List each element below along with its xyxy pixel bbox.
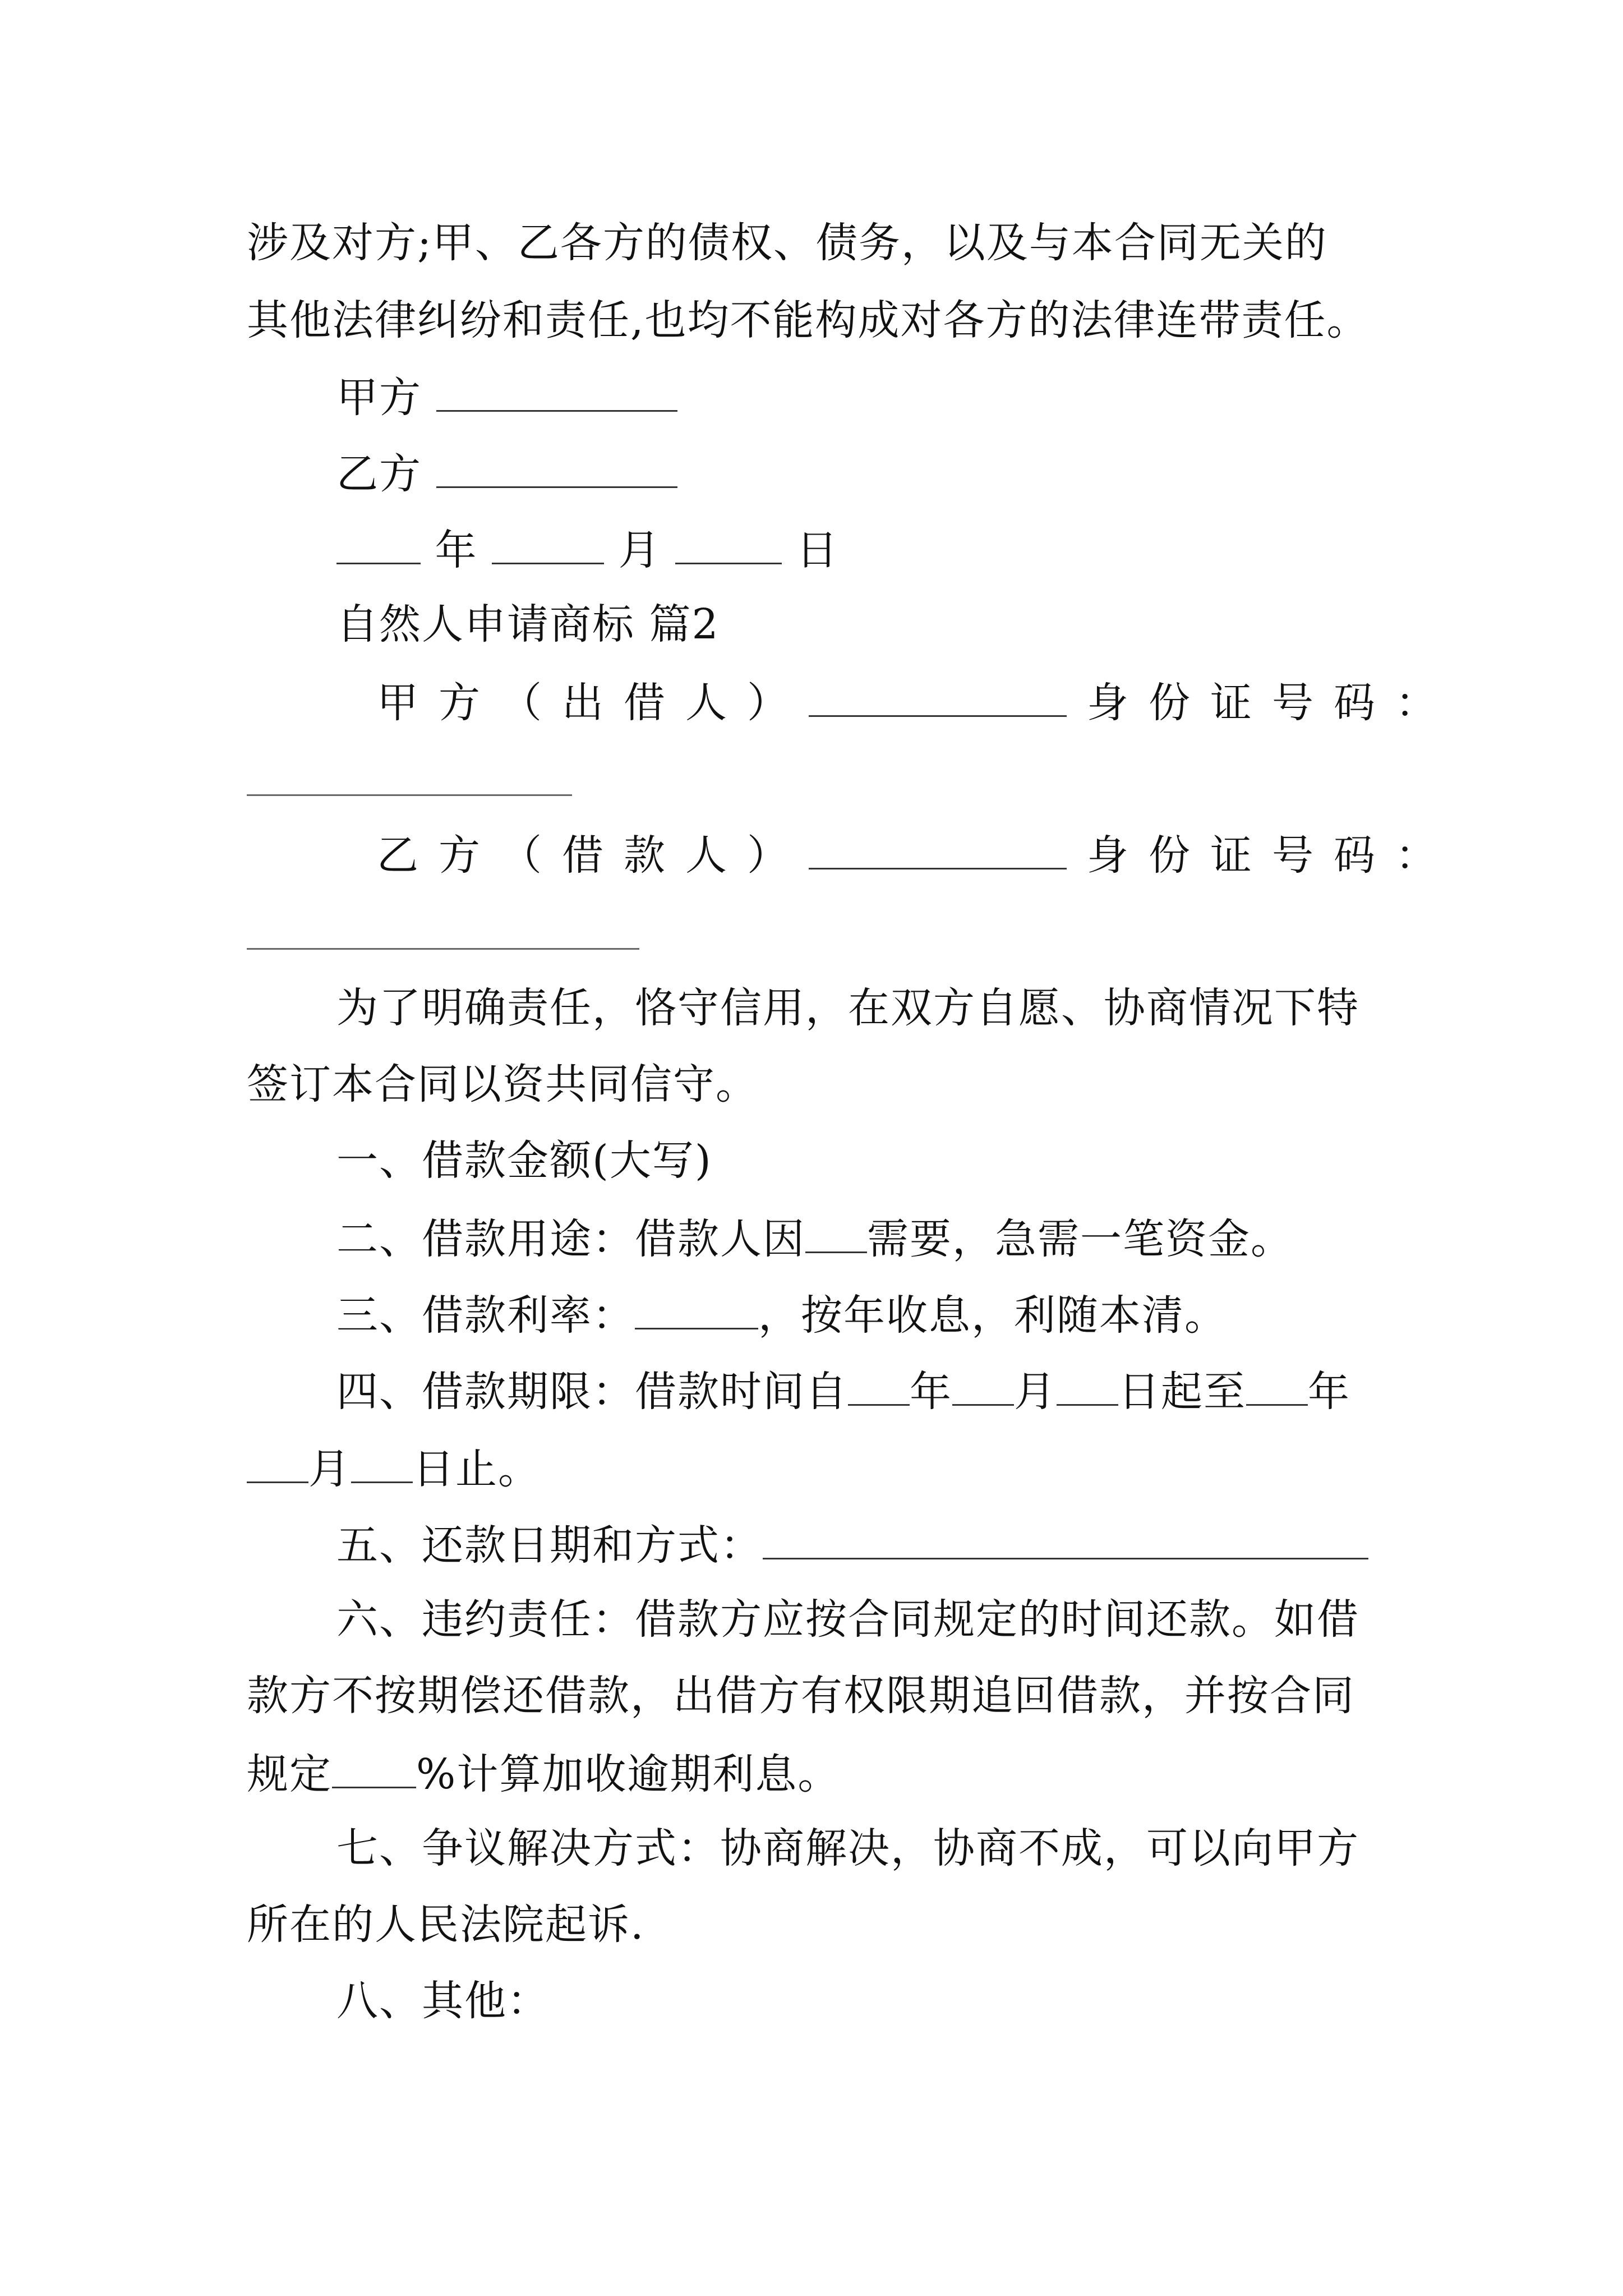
label: 身份证号码： — [1087, 678, 1457, 727]
clause-7-cont: 所在的人民法院起诉. — [247, 1901, 645, 1949]
party-a-line — [377, 678, 1457, 727]
blank-field — [635, 1292, 758, 1329]
clause-6-cont: 款方不按期偿还借款，出借方有权限期追回借款，并按合同 — [247, 1672, 1355, 1720]
section-heading: 自然人申请商标 篇2 — [336, 600, 720, 648]
label: 二、借款用途：借款人因 — [336, 1214, 805, 1263]
label: 乙方 — [336, 449, 436, 498]
label: 年 — [421, 526, 492, 574]
clause-4-cont — [247, 1444, 541, 1493]
blank-field — [351, 1446, 413, 1483]
blank-field — [809, 680, 1067, 717]
label: 日 — [782, 526, 839, 574]
label: %计算加收逾期利息。 — [416, 1750, 841, 1798]
label: 日起至 — [1118, 1367, 1246, 1416]
blank-field — [763, 1522, 1368, 1559]
label: 规定 — [247, 1750, 332, 1798]
label: 月 — [308, 1444, 351, 1493]
blank-field — [1057, 1369, 1118, 1406]
label: 需要，急需一笔资金。 — [867, 1214, 1293, 1263]
label: 甲方（出借人） — [377, 678, 809, 727]
text-line: 涉及对方;甲、乙各方的债权、债务，以及与本合同无关的 — [247, 219, 1327, 267]
label: 年 — [1308, 1367, 1350, 1416]
blank-field — [1246, 1369, 1308, 1406]
text-line: 其他法律纠纷和责任,也均不能构成对各方的法律连带责任。 — [247, 296, 1370, 344]
blank-field — [675, 527, 782, 564]
label: 乙方（借款人） — [377, 831, 809, 880]
paragraph-line: 为了明确责任，恪守信用，在双方自愿、协商情况下特 — [336, 984, 1359, 1032]
label: 三、借款利率： — [336, 1291, 635, 1340]
blank-field — [809, 832, 1067, 869]
clause-8: 八、其他： — [336, 1977, 550, 2025]
blank-field — [848, 1369, 910, 1406]
clause-2 — [336, 1214, 1293, 1263]
label: 月 — [1014, 1367, 1057, 1416]
clause-7: 七、争议解决方式：协商解决，协商不成，可以向甲方 — [336, 1824, 1359, 1872]
clause-6: 六、违约责任：借款方应按合同规定的时间还款。如借 — [336, 1595, 1359, 1644]
label: 五、还款日期和方式： — [336, 1521, 763, 1570]
label: 身份证号码： — [1087, 831, 1457, 880]
party-b-line — [377, 831, 1457, 880]
blank-field — [247, 1446, 308, 1483]
blank-field — [492, 527, 604, 564]
blank-field — [247, 948, 639, 950]
blank-field — [952, 1369, 1014, 1406]
blank-field — [436, 451, 677, 488]
label: 甲方 — [336, 373, 436, 422]
blank-field — [332, 1751, 416, 1788]
blank-field — [805, 1216, 867, 1253]
label: 年 — [910, 1367, 952, 1416]
label: 日止。 — [413, 1444, 541, 1493]
paragraph-line: 签订本合同以资共同信守。 — [247, 1060, 758, 1108]
date-line — [336, 526, 839, 574]
clause-6-cont — [247, 1750, 841, 1798]
blank-field — [436, 375, 677, 412]
clause-1: 一、借款金额(大写) — [336, 1137, 712, 1185]
signature-line-party-b — [336, 449, 677, 498]
label: 四、借款期限：借款时间自 — [336, 1367, 848, 1416]
blank-field — [336, 527, 421, 564]
label: 月 — [604, 526, 676, 574]
clause-3 — [336, 1291, 1227, 1340]
label: ，按年收息，利随本清。 — [758, 1291, 1227, 1340]
signature-line-party-a — [336, 373, 677, 422]
clause-5 — [336, 1521, 1368, 1570]
clause-4 — [336, 1367, 1350, 1416]
blank-field — [247, 794, 572, 796]
